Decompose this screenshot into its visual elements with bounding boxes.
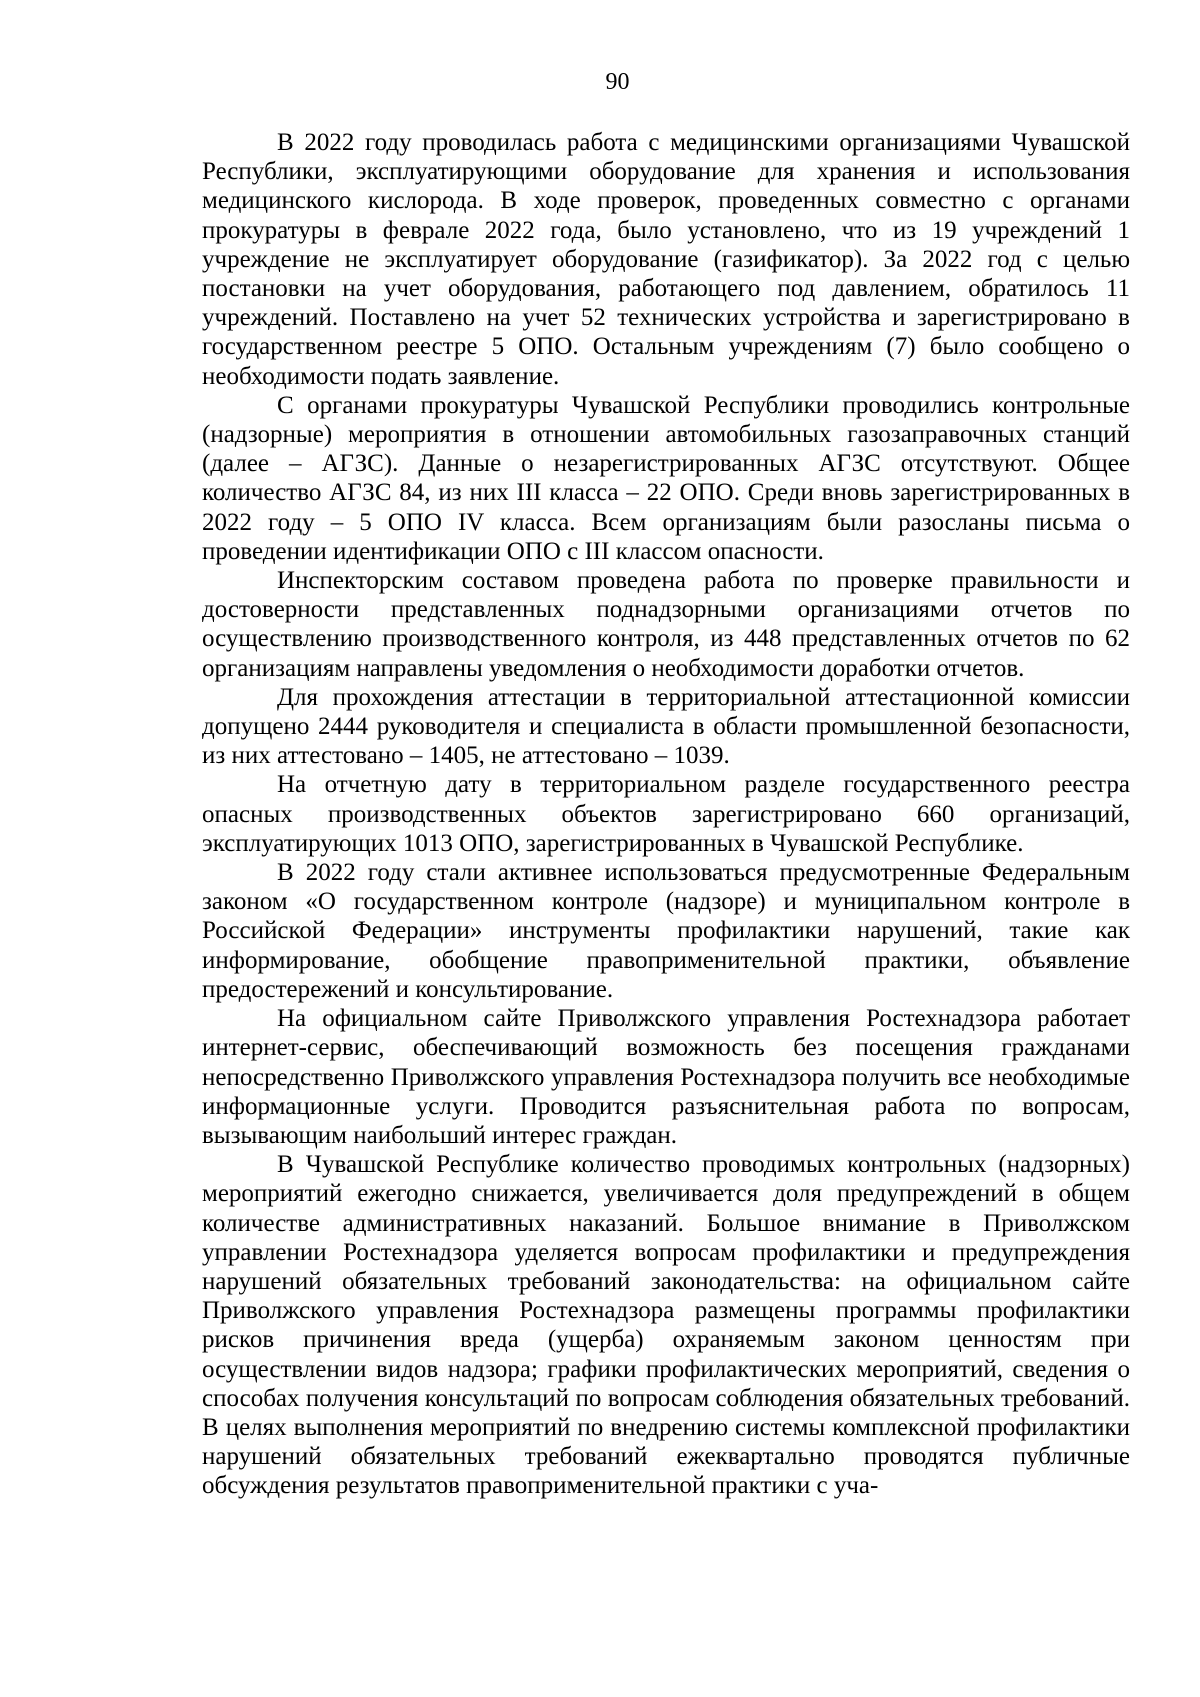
- paragraph-gas-stations: С органами прокуратуры Чувашской Республики проводились контрольные (надзорные) мероприятия в отношении автомобильных газозаправочных станций (далее – АГЗС). Данные о незарегистрированных АГЗС отсутствуют. Общее количество АГЗС 84, из них III класса – 22 ОПО. Среди вновь зарегистрированных в 2022 году – 5 ОПО IV класса. Всем организациям были разосланы письма о проведении идентификации ОПО с III классом опасности.: [202, 391, 1130, 565]
- paragraph-internet-service: На официальном сайте Приволжского управления Ростехнадзора работает интернет-сервис, обеспечивающий возможность без посещения гражданами непосредственно Приволжского управления Ростехнадзора получить все необходимые информационные услуги. Проводится разъяснительная работа по вопросам, вызывающим наибольший интерес граждан.: [202, 1005, 1130, 1149]
- paragraph-prevention-tools: В 2022 году стали активнее использоваться предусмотренные Федеральным законом «О государственном контроле (надзоре) и муниципальном контроле в Российской Федерации» инструменты профилактики нарушений, такие как информирование, обобщение правоприменительной практики, объявление предостережений и консультирование.: [202, 859, 1130, 1003]
- paragraph-inspections-decline: В Чувашской Республике количество проводимых контрольных (надзорных) мероприятий ежегодно снижается, увеличивается доля предупреждений в общем количестве административных наказаний. Большое внимание в Приволжском управлении Ростехнадзора уделяется вопросам профилактики и предупреждения нарушений обязательных требований законодательства: на официальном сайте Приволжского управления Ростехнадзора размещены программы профилактики рисков причинения вреда (ущерба) охраняемым законом ценностям при осуществлении видов надзора; графики профилактических мероприятий, сведения о способах получения консультаций по вопросам соблюдения обязательных требований. В целях выполнения мероприятий по внедрению системы комплексной профилактики нарушений обязательных требований ежеквартально проводятся публичные обсуждения результатов правоприменительной практики с уча-: [202, 1151, 1130, 1500]
- page-number: 90: [605, 69, 630, 95]
- paragraph-state-register: На отчетную дату в территориальном разделе государственного реестра опасных производственных объектов зарегистрировано 660 организаций, эксплуатирующих 1013 ОПО, зарегистрированных в Чувашской Республике.: [202, 771, 1130, 857]
- paragraph-oxygen-equipment: В 2022 году проводилась работа с медицинскими организациями Чувашской Республики, эксплуатирующими оборудование для хранения и использования медицинского кислорода. В ходе проверок, проведенных совместно с органами прокуратуры в феврале 2022 года, было установлено, что из 19 учреждений 1 учреждение не эксплуатирует оборудование (газификатор). За 2022 год с целью постановки на учет оборудования, работающего под давлением, обратилось 11 учреждений. Поставлено на учет 52 технических устройства и зарегистрировано в государственном реестре 5 ОПО. Остальным учреждениям (7) было сообщено о необходимости подать заявление.: [202, 129, 1130, 390]
- paragraph-production-control-reports: Инспекторским составом проведена работа по проверке правильности и достоверности представленных поднадзорными организациями отчетов по осуществлению производственного контроля, из 448 представленных отчетов по 62 организациям направлены уведомления о необходимости доработки отчетов.: [202, 567, 1130, 682]
- document-body: [202, 128, 1130, 1501]
- paragraph-certification: Для прохождения аттестации в территориальной аттестационной комиссии допущено 2444 руководителя и специалиста в области промышленной безопасности, из них аттестовано – 1405, не аттестовано – 1039.: [202, 683, 1130, 770]
